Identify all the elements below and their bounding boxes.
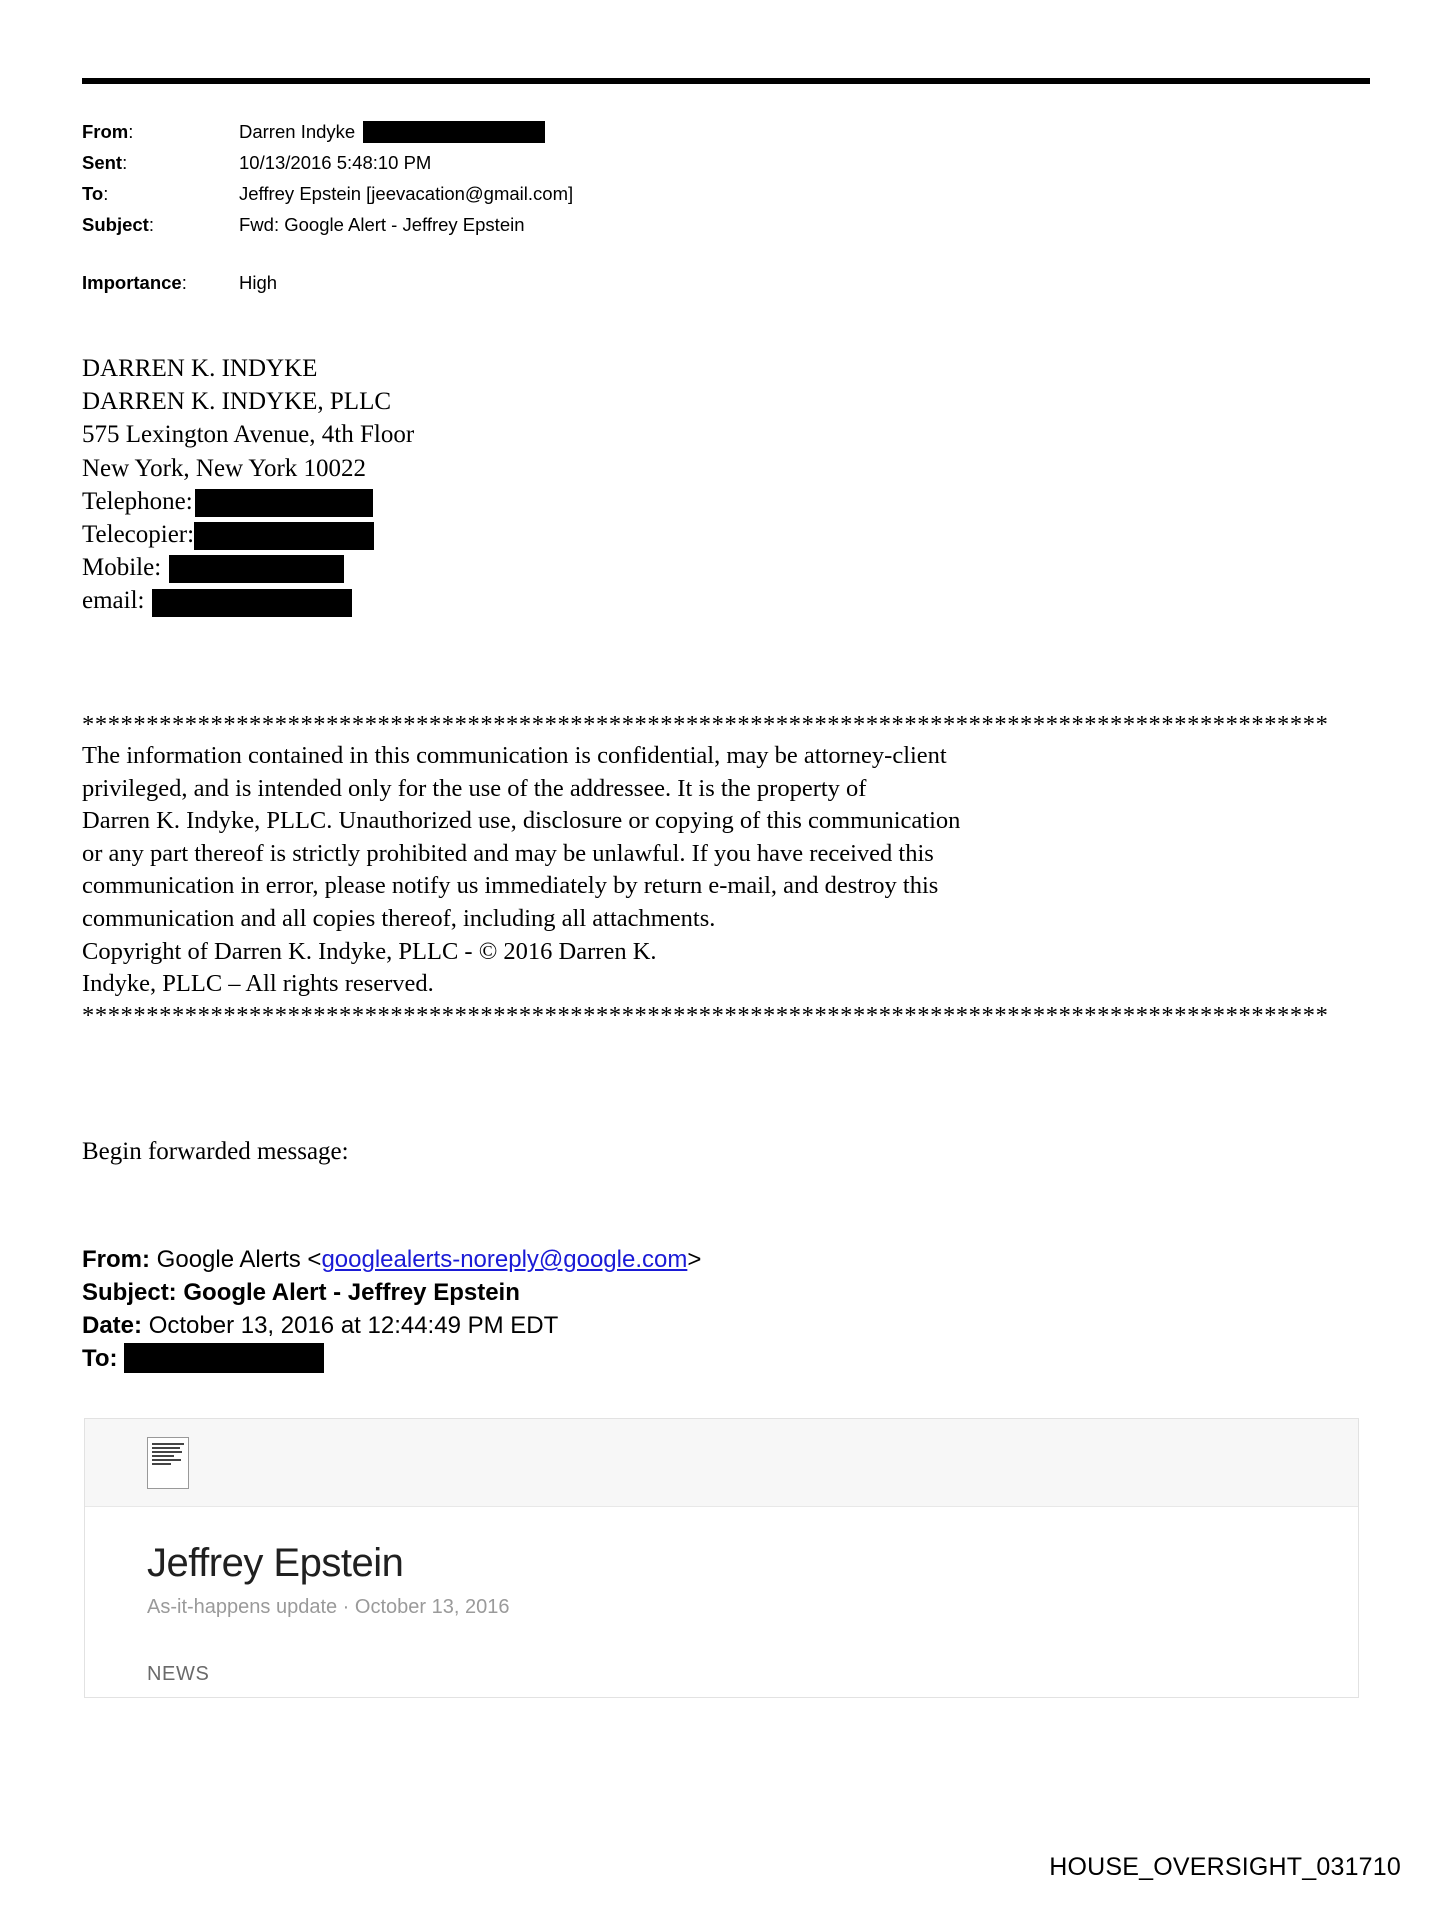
forwarded-subject-value: Google Alert - Jeffrey Epstein [183,1279,520,1306]
to-value: Jeffrey Epstein [jeevacation@gmail.com] [239,183,574,204]
forwarded-from-close: > [687,1246,702,1273]
forwarded-date-label: Date: [82,1312,143,1339]
redaction-mobile [169,555,344,583]
signature-telephone-row [82,485,414,518]
importance-label: Importance: [82,272,187,293]
disclaimer-line-0: The information contained in this communication is confidential, may be attorney-client [82,742,947,769]
header-row-from [82,116,1282,147]
bates-number: HOUSE_OVERSIGHT_031710 [1049,1853,1401,1881]
disclaimer-line-5: communication and all copies thereof, including all attachments. [82,904,716,932]
alert-title: Jeffrey Epstein [147,1541,404,1585]
begin-forwarded-message: Begin forwarded message: [82,1138,349,1165]
redaction-email [152,589,352,617]
forwarded-date-row [82,1309,701,1342]
signature-telecopier-row [82,518,414,551]
telephone-label: Telephone: [82,487,193,515]
email-label: email: [82,587,145,615]
disclaimer-stars-bottom: ************************************************************************************************* [82,1001,1329,1029]
importance-value: High [239,272,278,293]
header-row-importance [82,267,1282,298]
forwarded-subject-label: Subject: [82,1279,177,1306]
disclaimer-line-6: Copyright of Darren K. Indyke, PLLC - © 2016 Darren K. [82,937,657,965]
google-alert-card-header [85,1419,1358,1507]
header-row-subject [82,209,1282,240]
signature-name: DARREN K. INDYKE [82,355,318,382]
forwarded-message-header [82,1243,701,1375]
confidentiality-disclaimer [82,710,1402,1031]
redaction-from-email [363,121,545,143]
signature-email-row [82,584,414,617]
forwarded-from-label: From: [82,1246,150,1273]
signature-firm: DARREN K. INDYKE, PLLC [82,388,392,416]
signature-mobile-row [82,551,414,584]
from-value-wrap [239,116,1282,147]
telecopier-label: Telecopier: [82,521,195,549]
google-alert-card-body [85,1507,1358,1698]
google-alert-card [84,1418,1359,1698]
email-header [82,116,1282,298]
alert-section-label: NEWS [147,1663,210,1685]
forwarded-to-row [82,1342,701,1375]
redaction-forwarded-to [124,1343,324,1373]
disclaimer-line-4: communication in error, please notify us immediately by return e-mail, and destroy this [82,872,939,900]
forwarded-from-row [82,1243,701,1276]
forwarded-to-label: To: [82,1345,118,1372]
alert-subtitle: As-it-happens update · October 13, 2016 [147,1596,510,1618]
header-row-to [82,178,1282,209]
disclaimer-line-2: Darren K. Indyke, PLLC. Unauthorized use, disclosure or copying of this communication [82,807,961,835]
signature-block [82,352,414,618]
forwarded-subject-row [82,1276,701,1309]
to-label: To: [82,183,109,204]
header-row-sent [82,147,1282,178]
redaction-telephone [195,489,373,517]
subject-value: Fwd: Google Alert - Jeffrey Epstein [239,214,525,235]
disclaimer-line-1: privileged, and is intended only for the use of the addressee. It is the property of [82,774,867,802]
forwarded-date-value: October 13, 2016 at 12:44:49 PM EDT [148,1312,559,1339]
subject-label: Subject: [82,214,154,235]
signature-address-line1: 575 Lexington Avenue, 4th Floor [82,421,415,449]
signature-address-line2: New York, New York 10022 [82,454,367,482]
redaction-telecopier [194,522,374,550]
disclaimer-line-7: Indyke, PLLC – All rights reserved. [82,970,434,998]
sent-label: Sent: [82,152,128,173]
forwarded-from-email-link[interactable]: googlealerts-noreply@google.com [321,1246,688,1273]
disclaimer-line-3: or any part thereof is strictly prohibited and may be unlawful. If you have received this [82,839,934,867]
mobile-label: Mobile: [82,554,162,582]
page-top-rule [82,78,1370,84]
disclaimer-stars-top: ************************************************************************************************* [82,711,1329,738]
from-label: From: [82,121,134,142]
sent-value: 10/13/2016 5:48:10 PM [239,152,432,173]
header-spacer [82,240,1282,267]
from-value: Darren Indyke [239,121,356,142]
forwarded-from-name: Google Alerts < [156,1246,322,1273]
document-thumbnail-icon [147,1437,189,1489]
